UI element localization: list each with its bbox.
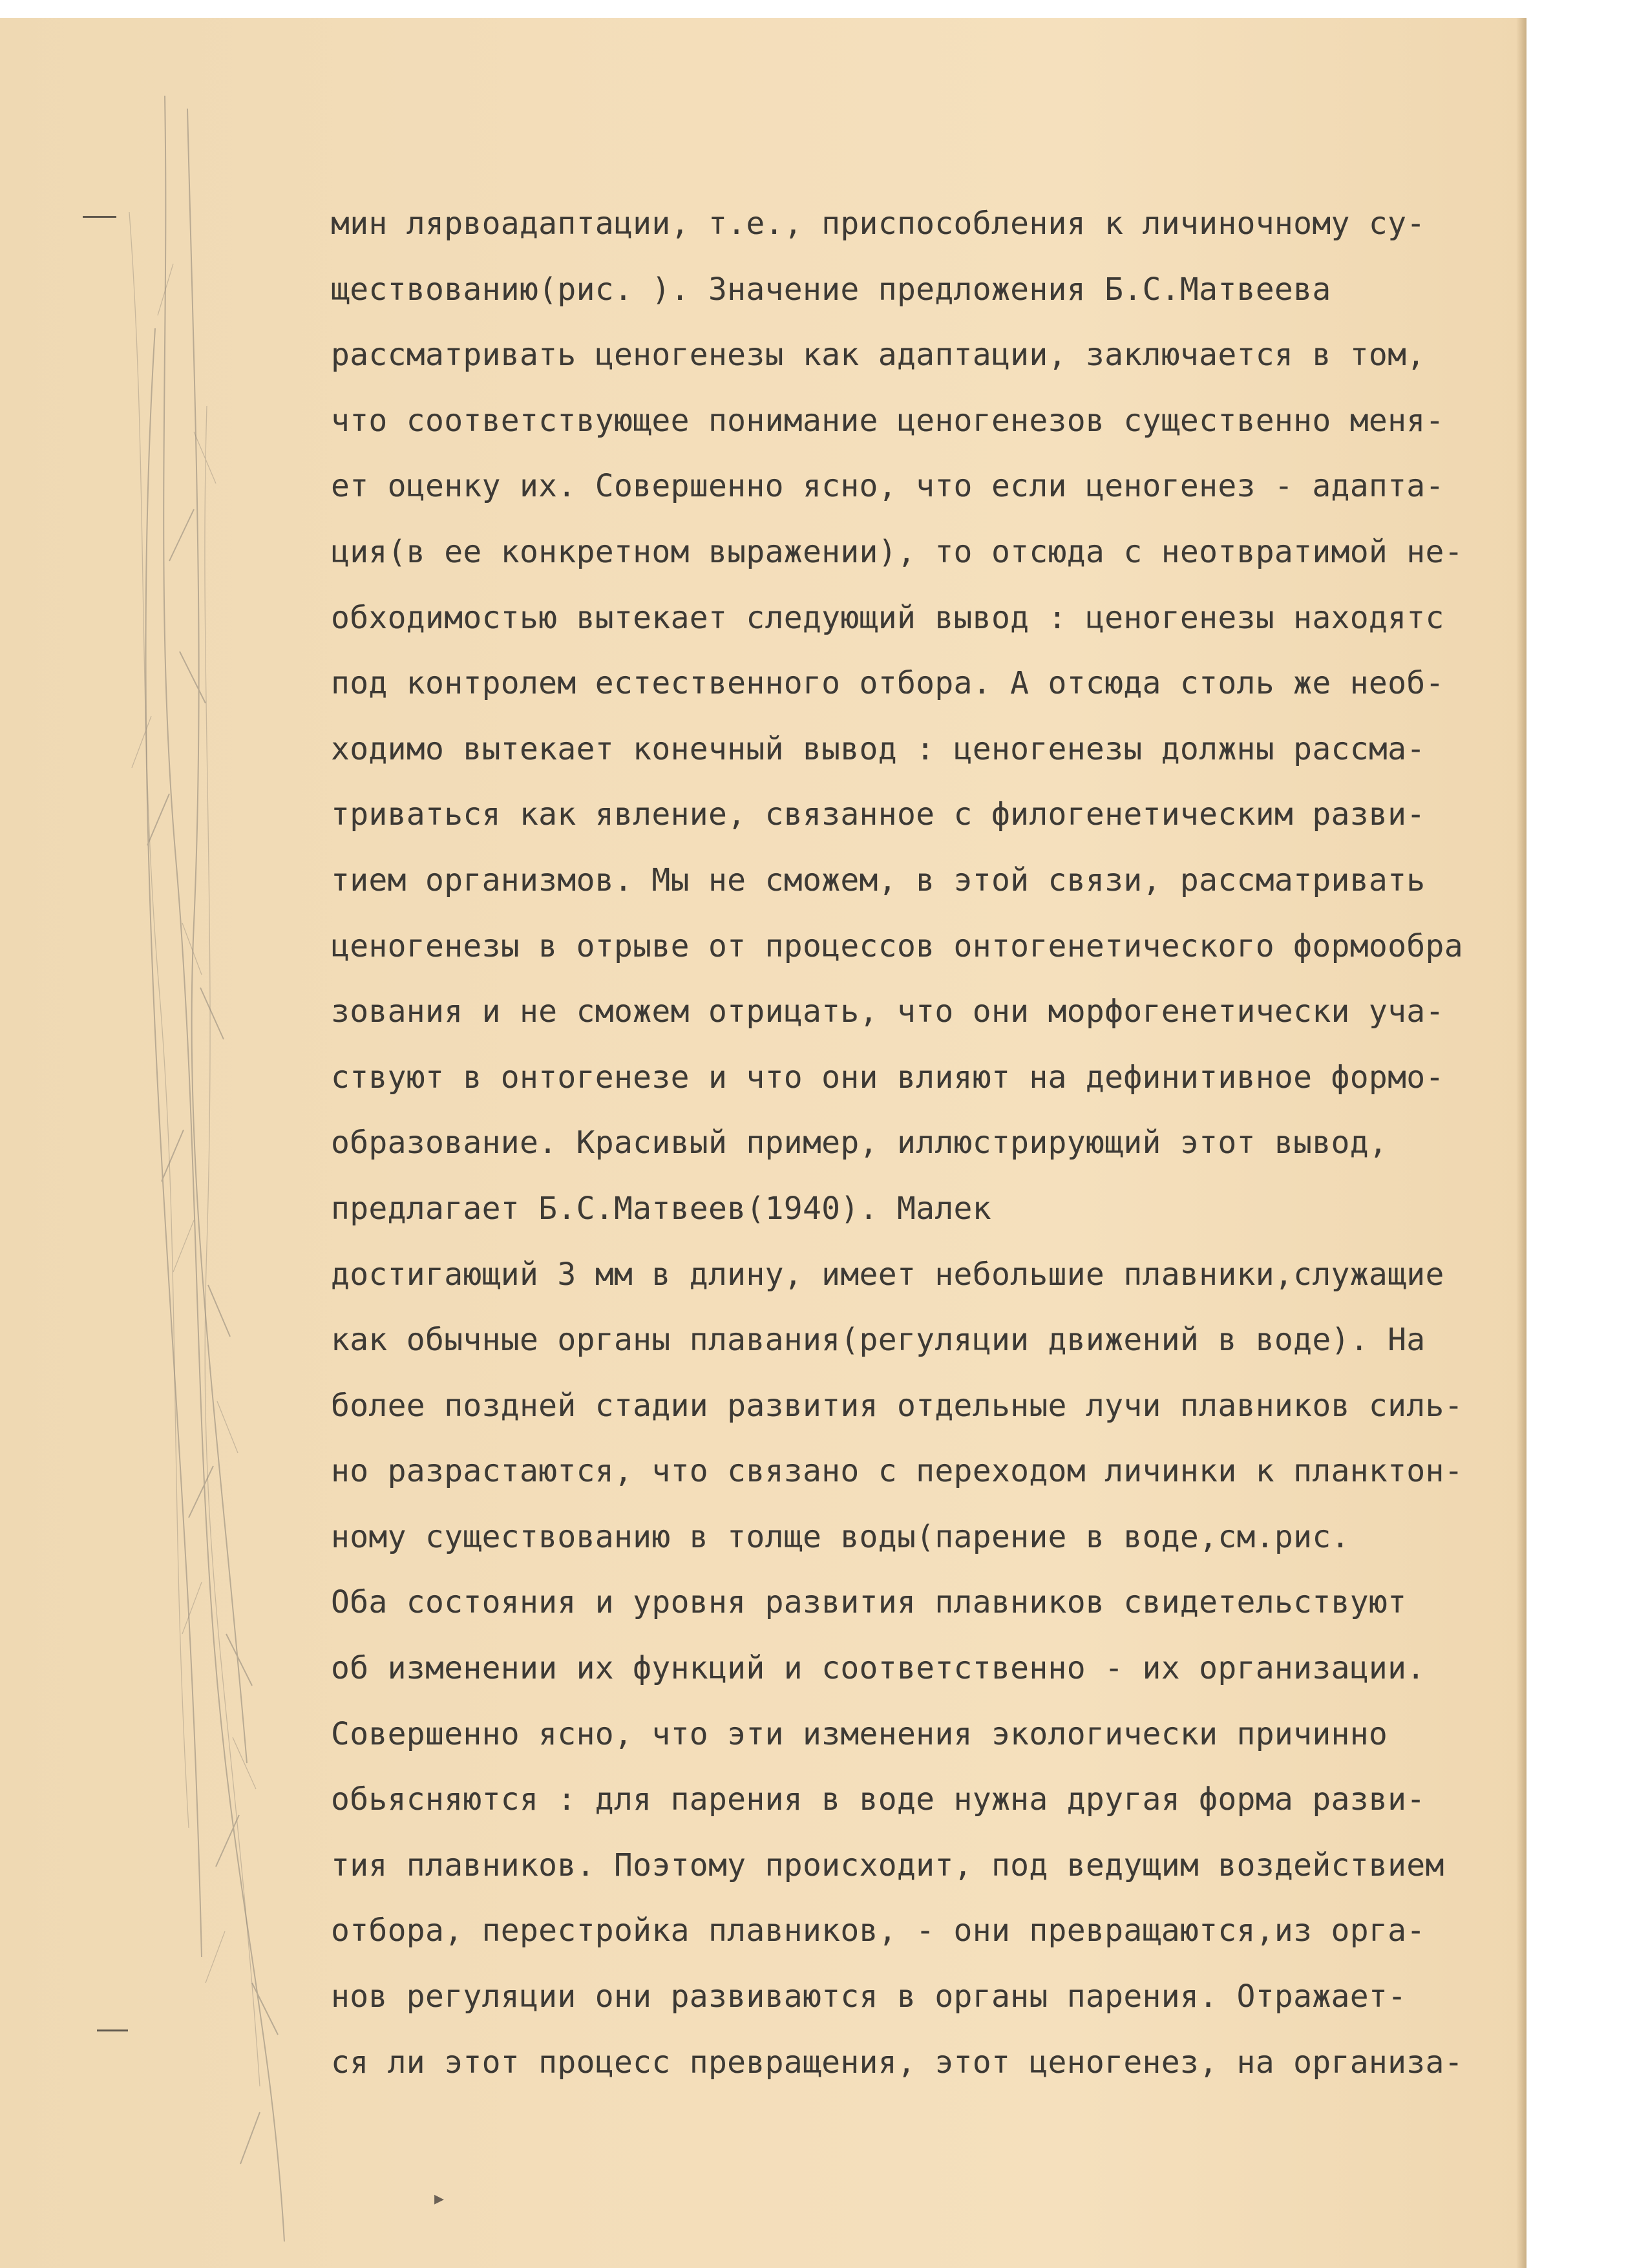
text-line: ция(в ее конкретном выражении), то отсюда с неотвратимой не-: [331, 533, 1463, 570]
text-line: нов регуляции они развиваются в органы парения. Отражает-: [331, 1978, 1407, 2015]
text-line: тия плавников. Поэтому происходит, под ведущим воздействием: [331, 1847, 1444, 1883]
text-line: что соответствующее понимание ценогенезов существенно меня-: [331, 402, 1444, 439]
text-line: более поздней стадии развития отдельные лучи плавников силь-: [331, 1387, 1463, 1424]
text-line: ному существованию в толще воды(парение в воде,см.рис.: [331, 1518, 1350, 1555]
text-line: отбора, перестройка плавников, - они превращаются,из орга-: [331, 1913, 1426, 1949]
text-line: Оба состояния и уровня развития плавников свидетельствуют: [331, 1584, 1407, 1621]
typewritten-text: [331, 191, 1514, 2095]
text-line: обходимостью вытекает следующий вывод : ценогенезы находятс: [331, 599, 1444, 636]
text-line: ся ли этот процесс превращения, этот ценогенез, на организа-: [331, 2044, 1463, 2081]
text-line: рассматривать ценогенезы как адаптации, заключается в том,: [331, 337, 1426, 374]
text-line: ценогенезы в отрыве от процессов онтогенетического формообра: [331, 927, 1463, 964]
text-line: об изменении их функций и соответственно - их организации.: [331, 1650, 1426, 1687]
text-line: ет оценку их. Совершенно ясно, что если ценогенез - адапта-: [331, 468, 1444, 505]
text-line: предлагает Б.С.Матвеев(1940). Малек: [331, 1190, 991, 1227]
text-line: ходимо вытекает конечный вывод : ценогенезы должны рассма-: [331, 730, 1426, 767]
paper-fiber-marks: [0, 18, 336, 2267]
text-line: ществованию(рис. ). Значение предложения Б.С.Матвеева: [331, 271, 1331, 308]
paper-sheet: [0, 18, 1527, 2268]
text-line: Совершенно ясно, что эти изменения экологически причинно: [331, 1715, 1388, 1752]
text-line: зования и не сможем отрицать, что они морфогенетически уча-: [331, 993, 1444, 1030]
text-line: тием организмов. Мы не сможем, в этой связи, рассматривать: [331, 862, 1426, 898]
text-line: под контролем естественного отбора. А отсюда столь же необ-: [331, 665, 1444, 702]
text-line: как обычные органы плавания(регуляции движений в воде). На: [331, 1322, 1426, 1359]
text-line: достигающий 3 мм в длину, имеет небольшие плавники,служащие: [331, 1256, 1444, 1293]
text-line: но разрастаются, что связано с переходом личинки к планктон-: [331, 1453, 1463, 1490]
text-line: образование. Красивый пример, иллюстрирующий этот вывод,: [331, 1125, 1388, 1161]
bottom-margin-mark: ▸: [434, 2187, 445, 2210]
text-line: обьясняются : для парения в воде нужна другая форма разви-: [331, 1781, 1426, 1818]
text-line: ствуют в онтогенезе и что они влияют на дефинитивное формо-: [331, 1059, 1444, 1096]
text-line: триваться как явление, связанное с филогенетическим разви-: [331, 796, 1426, 833]
text-line: мин лярвоадаптации, т.е., приспособления к личиночному су-: [331, 206, 1426, 242]
